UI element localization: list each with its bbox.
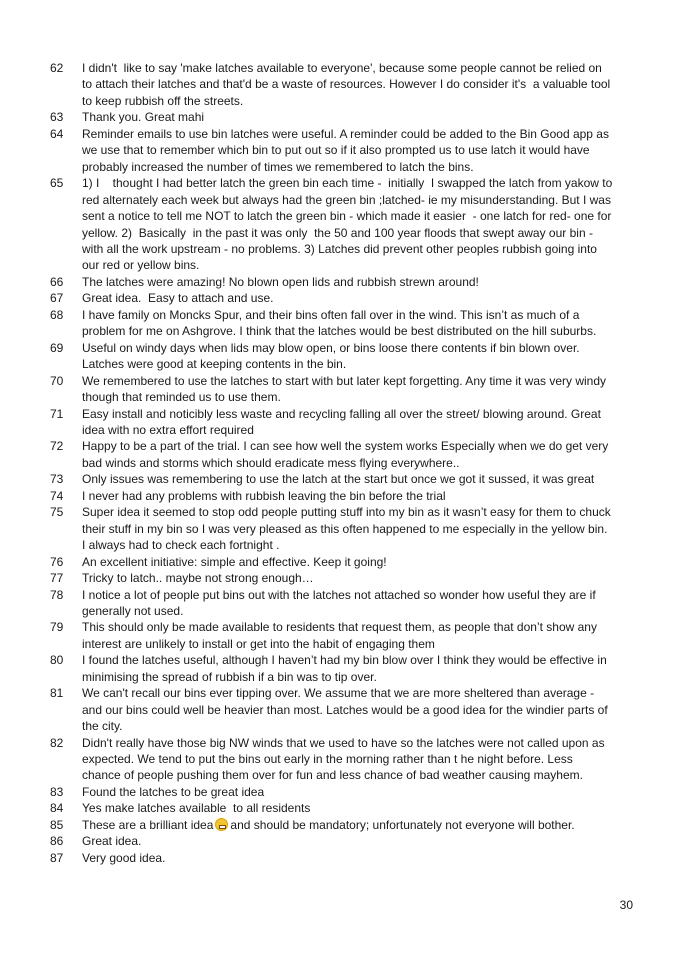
comment-line: sent a notice to tell me NOT to latch the green bin - which made it easier - one latch for red- one for	[82, 209, 612, 224]
comment-entry	[50, 685, 640, 734]
comment-entry	[50, 784, 640, 800]
comment-entry	[50, 109, 640, 125]
comment-text	[82, 60, 640, 109]
comment-line: Happy to be a part of the trial. I can see how well the system works Especially when we do get very	[82, 439, 609, 454]
comment-number: 82	[50, 735, 64, 750]
comment-line: I found the latches useful, although I haven’t had my bin blow over I think they would be effective in	[82, 653, 607, 668]
comment-line: and our bins could well be heavier than most. Latches would be a good idea for the windier parts of	[82, 702, 608, 717]
comment-entry	[50, 438, 640, 471]
comment-number: 77	[50, 571, 64, 586]
comment-line: Latches were good at keeping contents in the bin.	[82, 357, 347, 372]
comment-line: I have family on Moncks Spur, and their bins often fall over in the wind. This isn’t as much of a	[82, 307, 580, 322]
comment-number: 68	[50, 307, 64, 322]
comment-list	[50, 60, 640, 866]
comment-line: though that reminded us to use them.	[82, 390, 281, 405]
comment-number: 64	[50, 126, 64, 141]
comment-text	[82, 554, 640, 570]
comment-entry	[50, 554, 640, 570]
comment-entry	[50, 850, 640, 866]
comment-text	[82, 504, 640, 553]
comment-line: I notice a lot of people put bins out with the latches not attached so wonder how useful they are if	[82, 587, 596, 602]
grinning-face-icon	[215, 818, 228, 831]
comment-line: Great idea.	[82, 834, 142, 849]
comment-line: problem for me on Ashgrove. I think that the latches would be best distributed on the hill suburbs.	[82, 324, 597, 339]
comment-line: the city.	[82, 719, 123, 734]
comment-line: Useful on windy days when lids may blow open, or bins loose there contents if bin blown over.	[82, 340, 580, 355]
comment-text	[82, 570, 640, 586]
comment-entry	[50, 290, 640, 306]
comment-number: 65	[50, 176, 64, 191]
comment-line: Found the latches to be great idea	[82, 784, 265, 799]
comment-line: Didn't really have those big NW winds that we used to have so the latches were not called upon as	[82, 735, 605, 750]
comment-number: 84	[50, 801, 64, 816]
comment-entry	[50, 833, 640, 849]
comment-text	[82, 109, 640, 125]
comment-number: 79	[50, 620, 64, 635]
comment-line: Only issues was remembering to use the latch at the start but once we got it sussed, it was great	[82, 472, 595, 487]
comment-text	[82, 850, 640, 866]
comment-entry	[50, 800, 640, 816]
page-number: 30	[619, 898, 633, 912]
comment-text	[82, 373, 640, 406]
comment-line: An excellent initiative: simple and effective. Keep it going!	[82, 554, 387, 569]
comment-number: 72	[50, 439, 64, 454]
comment-number: 67	[50, 291, 64, 306]
comment-text	[82, 488, 640, 504]
comment-number: 85	[50, 817, 64, 832]
comment-text	[82, 126, 640, 175]
comment-entry	[50, 817, 640, 833]
comment-line: Thank you. Great mahi	[82, 110, 205, 125]
comment-number: 66	[50, 274, 64, 289]
comment-entry	[50, 504, 640, 553]
comment-line: Reminder emails to use bin latches were useful. A reminder could be added to the Bin Good app as	[82, 126, 609, 141]
comment-text	[82, 274, 640, 290]
comment-line: This should only be made available to residents that request them, as people that don’t show any	[82, 620, 597, 635]
comment-line: red alternately each week but always had the green bin ;latched- ie my misunderstanding. But I was	[82, 192, 611, 207]
comment-text	[82, 735, 640, 784]
comment-number: 62	[50, 61, 64, 75]
comment-entry	[50, 126, 640, 175]
comment-line: to keep rubbish off the streets.	[82, 93, 244, 108]
comment-line: their stuff in my bin so I was very pleased as this often happened to me especially in the yellow bin.	[82, 521, 608, 536]
comment-number: 78	[50, 587, 64, 602]
comment-line: to attach their latches and that'd be a waste of resources. However I do consider it's a valuable tool	[82, 77, 611, 92]
comment-entry	[50, 587, 640, 620]
comment-line: chance of people pushing them over for fun and less chance of bad weather causing mayhem.	[82, 768, 583, 783]
comment-line: I never had any problems with rubbish leaving the bin before the trial	[82, 488, 446, 503]
comment-line: probably increased the number of times we remembered to latch the bins.	[82, 159, 474, 174]
comment-entry	[50, 471, 640, 487]
comment-entry	[50, 274, 640, 290]
comment-line: with all the work upstream - no problems. 3) Latches did prevent other peoples rubbish going into	[82, 241, 597, 256]
comment-entry	[50, 652, 640, 685]
comment-entry	[50, 735, 640, 784]
comment-line: bad winds and storms which should eradicate mess flying everywhere..	[82, 455, 460, 470]
comment-entry	[50, 373, 640, 406]
comment-text	[82, 685, 640, 734]
comment-entry	[50, 307, 640, 340]
comment-number: 74	[50, 488, 64, 503]
comment-entry	[50, 619, 640, 652]
comment-text	[82, 800, 640, 816]
comment-number: 87	[50, 850, 64, 865]
comment-number: 80	[50, 653, 64, 668]
comment-line: I didn't like to say 'make latches available to everyone', because some people cannot be relied on	[82, 61, 602, 75]
comment-line: Easy install and noticibly less waste and recycling falling all over the street/ blowing around. Great	[82, 406, 601, 421]
comment-entry	[50, 488, 640, 504]
comment-line: yellow. 2) Basically in the past it was only the 50 and 100 year floods that swept away our bin -	[82, 225, 593, 240]
comment-line: The latches were amazing! No blown open lids and rubbish strewn around!	[82, 274, 479, 289]
comment-number: 83	[50, 784, 64, 799]
comment-line: 1) I thought I had better latch the green bin each time - initially I swapped the latch from yakow to	[82, 176, 613, 191]
comment-number: 73	[50, 472, 64, 487]
comment-line: We can't recall our bins ever tipping over. We assume that we are more sheltered than average -	[82, 686, 595, 701]
comment-line: Great idea. Easy to attach and use.	[82, 291, 274, 306]
comment-line: Super idea it seemed to stop odd people putting stuff into my bin as it wasn’t easy for them to chuck	[82, 505, 611, 520]
comment-number: 81	[50, 686, 64, 701]
comment-text	[82, 817, 640, 833]
comment-line: our red or yellow bins.	[82, 258, 200, 273]
comment-line: idea with no extra effort required	[82, 422, 254, 437]
comment-entry	[50, 570, 640, 586]
comment-entry	[50, 60, 640, 109]
comment-text	[82, 652, 640, 685]
comment-line: We remembered to use the latches to start with but later kept forgetting. Any time it was very windy	[82, 373, 607, 388]
comment-entry	[50, 406, 640, 439]
comment-line: interest are unlikely to install or get into the habit of engaging them	[82, 636, 435, 651]
comment-entry	[50, 340, 640, 373]
comment-text	[82, 406, 640, 439]
comment-text	[82, 619, 640, 652]
comment-text	[82, 784, 640, 800]
comment-text	[82, 340, 640, 373]
comment-line: Tricky to latch.. maybe not strong enough…	[82, 571, 314, 586]
comment-line: Yes make latches available to all residents	[82, 801, 311, 816]
comment-text-segment: and should be mandatory; unfortunately not everyone will bother.	[230, 817, 575, 832]
comment-number: 63	[50, 110, 64, 125]
comment-text	[82, 175, 640, 274]
comment-number: 86	[50, 834, 64, 849]
comment-text	[82, 587, 640, 620]
comment-number: 75	[50, 505, 64, 520]
comment-line: I always had to check each fortnight .	[82, 538, 280, 553]
comment-text-segment: These are a brilliant idea	[82, 817, 214, 832]
comment-text	[82, 833, 640, 849]
comment-line: minimising the spread of rubbish if a bin was to tip over.	[82, 669, 377, 684]
comment-number: 71	[50, 406, 64, 421]
comment-number: 76	[50, 554, 64, 569]
comment-text	[82, 290, 640, 306]
comment-text	[82, 471, 640, 487]
comment-text	[82, 307, 640, 340]
comment-line: generally not used.	[82, 603, 184, 618]
comment-text	[82, 438, 640, 471]
comment-number: 70	[50, 373, 64, 388]
comment-line: Very good idea.	[82, 850, 166, 865]
comment-line: we use that to remember which bin to put out so if it also prompted us to use latch it would have	[82, 143, 590, 158]
comment-line: expected. We tend to put the bins out early in the morning rather than t he night before. Less	[82, 752, 573, 767]
comment-number: 69	[50, 340, 64, 355]
comment-entry	[50, 175, 640, 274]
